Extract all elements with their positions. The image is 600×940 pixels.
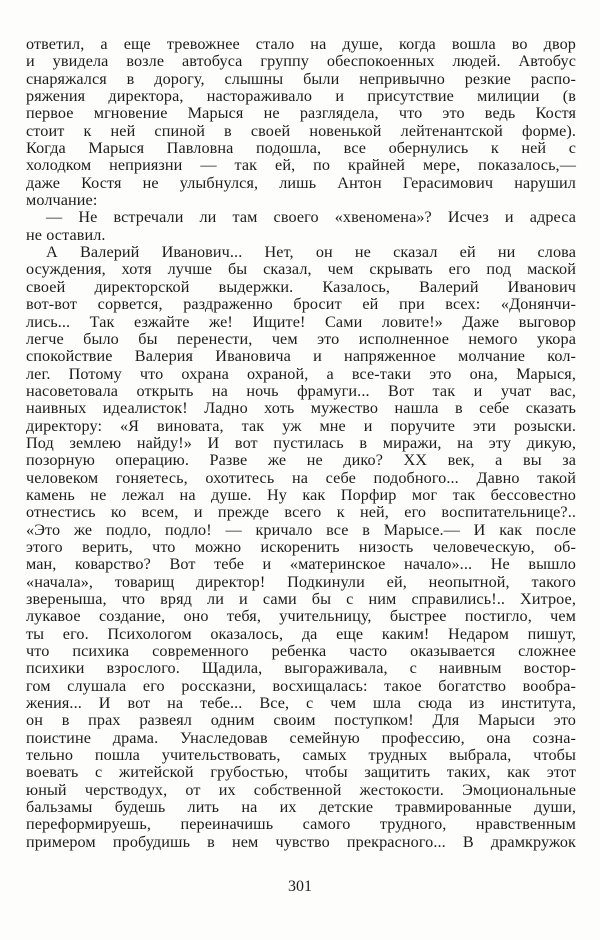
text-line: директору: «Я виновата, так уж мне и поручите эти розыски. (26, 416, 576, 435)
text-line: камень не лежал на душе. Ну как Порфир мог так бессовестно (26, 485, 576, 504)
text-line: лись... Так езжайте же! Ищите! Сами ловите!» Даже выговор (26, 312, 576, 331)
text-line: психики взрослого. Щадила, выгораживала, с наивным востор- (26, 659, 576, 678)
text-line: «Это же подло, подло! — кричало все в Марысе.— И как после (26, 520, 576, 539)
text-line: бальзамы будешь лить на их детские травмированные души, (26, 798, 576, 817)
text-line: молчание: (26, 191, 98, 210)
text-line: А Валерий Иванович... Нет, он не сказал ей ни слова (46, 243, 576, 262)
text-line: снаряжался в дорогу, слышны были непривычно резкие распо- (26, 69, 576, 88)
text-line: — Не встречали ли там своего «хвеномена»? Исчез и адреса (46, 208, 576, 227)
text-line: поистине драма. Унаследовав семейную профессию, она созна- (26, 728, 576, 747)
text-line: насоветовала открыть на ночь фрамуги... Вот так и учат вас, (26, 381, 576, 400)
text-line: спокойствие Валерия Ивановича и напряженное молчание кол- (26, 347, 576, 366)
text-line: холодком неприязни — так ей, по крайней мере, показалось,— (26, 156, 576, 175)
text-line: стоит к ней спиной в своей новенькой лейтенантской форме). (26, 121, 576, 140)
text-line: он в прах развеял одним своим поступком! Для Марыси это (26, 711, 576, 730)
text-line: «начала», товарищ директор! Подкинули ей, неопытной, такого (26, 572, 576, 591)
text-line: не оставил. (26, 225, 106, 244)
text-line: позорную операцию. Разве же не дико? XX век, а вы за (26, 451, 576, 470)
text-line: переформируешь, переиначишь самого трудного, нравственным (26, 815, 576, 834)
text-line: легче было бы перенести, чем это исполненное немого укора (26, 329, 576, 348)
text-line: даже Костя не улыбнулся, лишь Антон Герасимович нарушил (26, 173, 576, 192)
text-line: ответил, а еще тревожнее стало на душе, когда вошла во двор (26, 35, 576, 53)
text-line: Под землею найду!» И вот пустилась в миражи, на эту дикую, (26, 433, 576, 452)
text-line: лег. Потому что охрана охраной, а все-таки это она, Марыся, (26, 364, 576, 383)
text-line: первое мгновение Марыся не разглядела, что это ведь Костя (26, 104, 576, 123)
text-line: своей директорской выдержки. Казалось, Валерий Иванович (26, 277, 576, 296)
text-line: осуждения, хотя лучше бы сказал, чем скрывать его под маской (26, 260, 576, 279)
text-line: человеком гоняетесь, охотитесь на себе подобного... Давно такой (26, 468, 576, 487)
text-line: тельно пошла учительствовать, самых трудных выбрала, чтобы (26, 746, 576, 765)
text-line: вот-вот сорвется, раздраженно бросит ей при всех: «Донянчи- (26, 295, 576, 314)
page-number: 301 (288, 878, 312, 895)
text-line: ряжения директора, настораживало и присутствие милиции (в (26, 87, 576, 106)
text-line: Когда Марыся Павловна подошла, все обернулись к ней с (26, 139, 576, 158)
text-line: ты его. Психологом оказалось, да еще каким! Недаром пишут, (26, 624, 576, 643)
text-line: жения... И вот на тебе... Все, с чем шла сюда из института, (26, 694, 576, 713)
text-line: наивных идеалисток! Ладно хоть мужество нашла в себе сказать (26, 399, 576, 418)
text-line: звереныша, что вряд ли и сами бы с ним справились!.. Хитрое, (26, 590, 576, 608)
text-line: примером пробудишь в нем чувство прекрасного... В драмкружок (26, 832, 576, 851)
text-line: воевать с житейской грубостью, чтобы защитить таких, как этот (26, 763, 576, 782)
text-line: отнестись ко всем, и прежде всего к ней, его воспитательнице?.. (26, 503, 576, 522)
text-line: что психика современного ребенка часто оказывается сложнее (26, 642, 576, 661)
text-line: и увидела возле автобуса группу обеспокоенных людей. Автобус (26, 52, 576, 71)
text-line: гом слушала его россказни, восхищалась: такое богатство вообра- (26, 676, 576, 695)
text-line: лукавое создание, оно тебя, учительницу, быстрее постигло, чем (26, 607, 576, 626)
text-line: этого верить, что можно искоренить низость человеческую, об- (26, 537, 576, 556)
text-line: ман, коварство? Вот тебе и «материнское начало»... Не вышло (26, 555, 576, 574)
book-page-text (26, 36, 576, 851)
text-line: юный черстводух, от их собственной жестокости. Эмоциональные (26, 780, 576, 799)
